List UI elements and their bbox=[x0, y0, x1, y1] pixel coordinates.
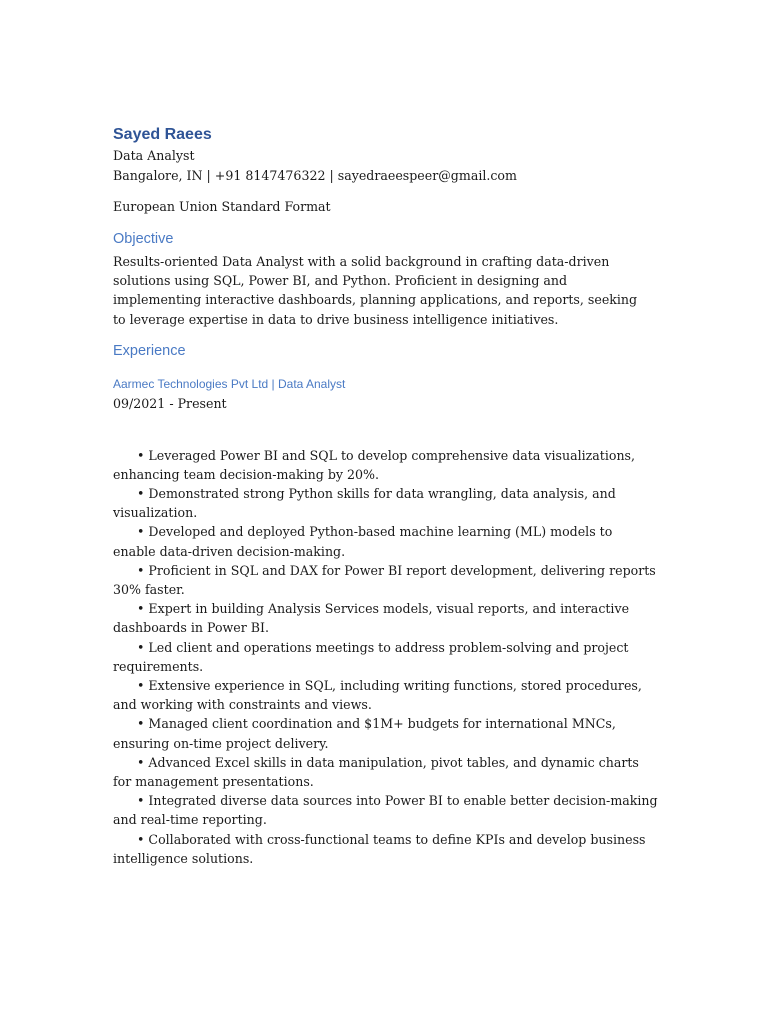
job-bullet: • Led client and operations meetings to address problem-solving and project requirements. bbox=[113, 639, 629, 674]
job-bullet: • Leveraged Power BI and SQL to develop comprehensive data visualizations, enhancing team decision-making by 20%. bbox=[113, 447, 636, 482]
contact-line: Bangalore, IN | +91 8147476322 | sayedraeespeer@gmail.com bbox=[113, 167, 517, 183]
job-bullet: • Extensive experience in SQL, including writing functions, stored procedures, and working with constraints and views. bbox=[113, 678, 642, 713]
objective-heading: Objective bbox=[113, 230, 174, 247]
job-bullet: • Collaborated with cross-functional teams to define KPIs and develop business intelligence solutions. bbox=[113, 831, 646, 866]
job-bullet-list bbox=[113, 446, 658, 868]
job-bullet: • Expert in building Analysis Services models, visual reports, and interactive dashboards in Power BI. bbox=[113, 601, 630, 636]
job-bullet: • Integrated diverse data sources into Power BI to enable better decision-making and real-time reporting. bbox=[113, 793, 658, 828]
experience-heading: Experience bbox=[113, 343, 186, 360]
job-bullet: • Managed client coordination and $1M+ budgets for international MNCs, ensuring on-time project delivery. bbox=[113, 716, 616, 751]
job-bullet: • Proficient in SQL and DAX for Power BI report development, delivering reports 30% faster. bbox=[113, 562, 656, 598]
candidate-role: Data Analyst bbox=[113, 148, 195, 163]
job-dates: 09/2021 - Present bbox=[113, 396, 227, 412]
spacer bbox=[113, 185, 668, 197]
format-note: European Union Standard Format bbox=[113, 199, 331, 214]
job-bullet: • Demonstrated strong Python skills for data wrangling, data analysis, and visualization. bbox=[113, 486, 616, 521]
job-title: Aarmec Technologies Pvt Ltd | Data Analyst bbox=[113, 377, 346, 392]
objective-text: Results-oriented Data Analyst with a solid background in crafting data-driven solutions using SQL, Power BI, and Python. Proficient in designing and implementing interactive dashboards, planning applications, and reports, seeking to leverage expertise in data to drive business intelligence initiatives. bbox=[113, 253, 638, 327]
candidate-name: Sayed Raees bbox=[113, 126, 212, 143]
job-bullet: • Advanced Excel skills in data manipulation, pivot tables, and dynamic charts for management presentations. bbox=[113, 754, 639, 790]
job-entry bbox=[113, 375, 668, 868]
job-bullet: • Developed and deployed Python-based machine learning (ML) models to enable data-driven decision-making. bbox=[113, 524, 613, 559]
